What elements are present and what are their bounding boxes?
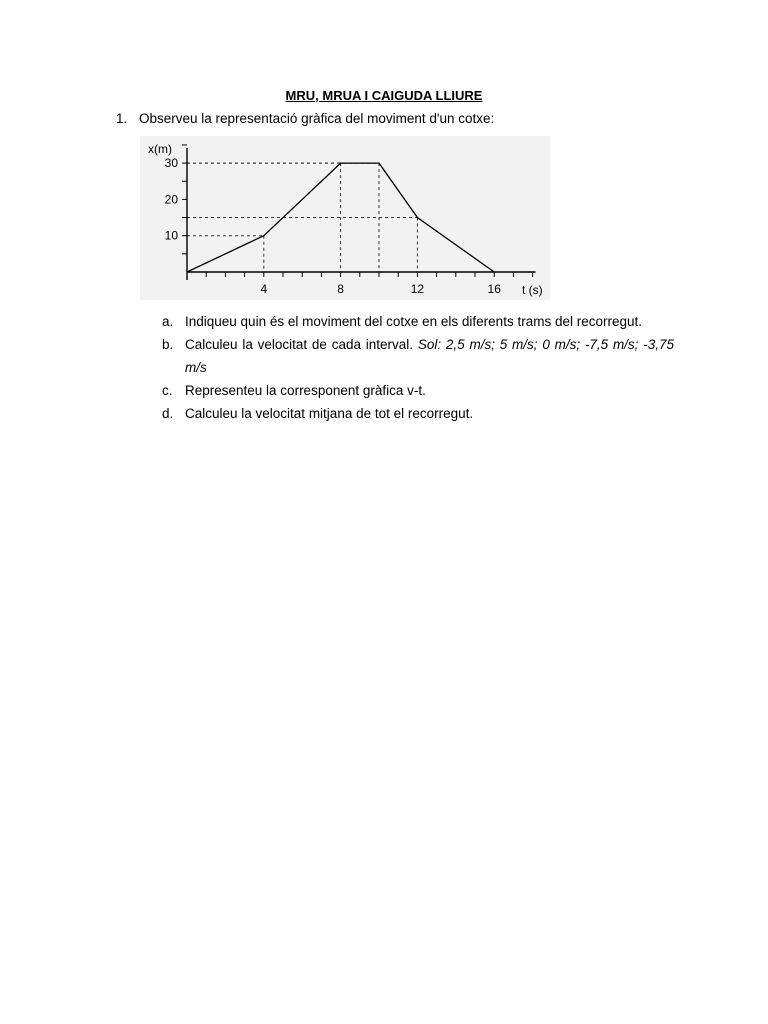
x-tick-label: 8 — [337, 282, 344, 296]
x-tick-label: 4 — [260, 282, 268, 296]
sub-question-text: Indiqueu quin és el moviment del cotxe en els diferents trams del recorregut. — [185, 314, 642, 329]
page-title: MRU, MRUA I CAIGUDA LLIURE — [285, 88, 483, 103]
sub-question-text: Calculeu la velocitat mitjana de tot el recorregut. — [185, 406, 474, 421]
question-text: Observeu la representació gràfica del moviment d'un cotxe: — [139, 111, 495, 126]
sub-question-b — [162, 333, 674, 379]
sub-question-label: d. — [162, 406, 174, 421]
sub-question-label: b. — [162, 337, 174, 352]
position-time-chart — [140, 136, 550, 300]
x-tick-label: 12 — [410, 282, 425, 296]
x-axis-label: t (s) — [522, 283, 543, 297]
chart-svg — [140, 136, 550, 300]
sub-question-text: Calculeu la velocitat de cada interval. — [185, 337, 414, 352]
y-axis-label: x(m) — [148, 142, 172, 156]
question-number: 1. — [116, 111, 128, 126]
sub-questions-list — [162, 310, 674, 425]
x-tick-label: 16 — [487, 282, 501, 296]
sub-question-text: Representeu la corresponent gràfica v-t. — [185, 383, 426, 398]
sub-question-c — [162, 379, 674, 402]
solution-text: Sol: 2,5 m/s; 5 m/s; 0 m/s; -7,5 m/s; -3,75 m/s — [185, 337, 674, 375]
y-tick-label: 30 — [164, 156, 178, 171]
sub-question-label: c. — [162, 383, 173, 398]
y-tick-label: 20 — [164, 192, 178, 207]
sub-question-a — [162, 310, 674, 333]
sub-question-label: a. — [162, 314, 174, 329]
y-tick-label: 10 — [164, 228, 178, 243]
sub-question-d — [162, 402, 674, 425]
